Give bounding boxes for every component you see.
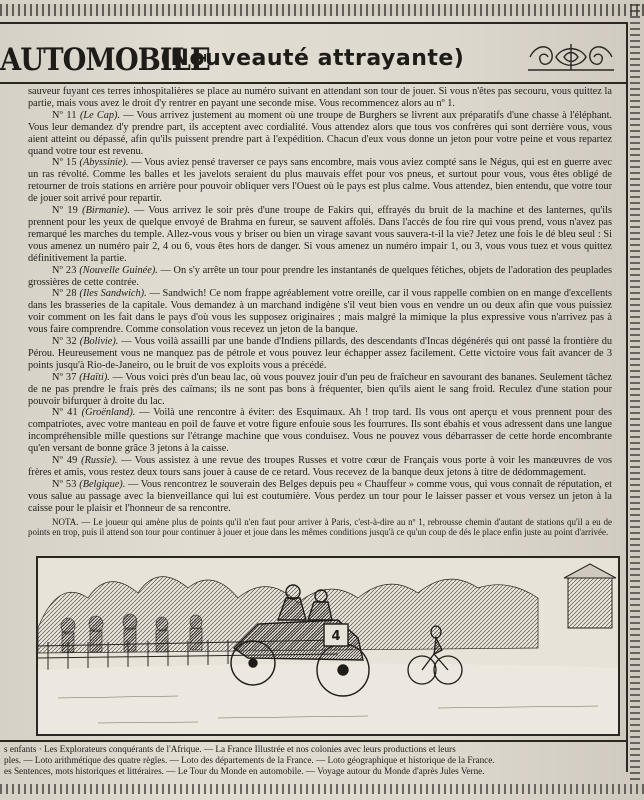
- page-subtitle: (Nouveauté attrayante): [160, 46, 465, 71]
- decorative-bottom-border: [0, 784, 644, 794]
- rule-paragraph: Nº 37 (Haïti). — Vous voici près d'un beau lac, où vous pouvez jouir d'un peu de fraîcheur en savourant des bananes. Seulement tâchez de ne pas prendre le frais près des caïmans; ils ne sont pas bons à fréquenter, bien qu'ils aient le sang froid. Reculez d'une station pour pouvoir bifurquer à droite du lac.: [28, 371, 612, 407]
- rule-paragraph: Nº 53 (Belgique). — Vous rencontrez le souverain des Belges depuis peu « Chauffeur » comme vous, qui vous connaît de réputation, et vous salue au passage avec la bienveillance qui lui est coutumière. Vous perdez un tour pour le laisser passer et vous versez un jeton à la caisse pour le plaisir et l'honneur de sa rencontre.: [28, 478, 613, 514]
- rule-paragraph: sauveur fuyant ces terres inhospitalières se place au numéro suivant en attendant son tour de jouer. Si vous n'êtes pas secouru, vous quittez la partie, mais vous avez le droit d'y rentrer en payant une seconde mise. Vous recommencez alors au nº 1.: [28, 86, 612, 109]
- footer-line: ples. — Loto arithmétique des quatre règles. — Loto des départements de la France. — Loto géographique et historique de la France.: [4, 755, 495, 765]
- rule-paragraph: Nº 15 (Abyssinie). — Vous aviez pensé traverser ce pays sans encombre, mais vous aviez compté sans le Négus, qui est en guerre avec un ras révolté. Comme les balles et les javelots seraient du plus mauvais effet pour vos pneus, et surtout pour vous, vous êtes obligé de retourner de trois stations en arrière pour pouvoir obliquer vers l'Ouest où le pays est plus calme. Vous attendez, bien entendu, que votre tour de jouer soit arrivé pour repartir.: [28, 157, 613, 205]
- car-number: 4: [331, 629, 341, 644]
- illustration-drawing: [38, 558, 618, 734]
- automobile-illustration: [36, 556, 620, 736]
- footer-line: es Sentences, mots historiques et littéraires. — Le Tour du Monde en automobile. — Voyage autour du Monde d'après Jules Verne.: [4, 766, 485, 776]
- rule-paragraph: Nº 28 (Iles Sandwich). — Sandwich! Ce nom frappe agréablement votre oreille, car il vous rappelle combien on en mange d'excellents dans les brasseries de la capitale. Vous demandez à un marchand indigène s'il veut bien vous en vendre un ou deux afin que vous puissiez voir comment on les fait dans le pays d'où vous les supposez originaires ; mais malgré la mimique la plus expressive vous n'arrivez pas à vous faire comprendre. Comme consolation vous recevez un jeton de la banque.: [28, 288, 612, 336]
- rule-paragraph: Nº 19 (Birmanie). — Vous arrivez le soir près d'une troupe de Fakirs qui, effrayés du bruit de la machine et des lanternes, qu'ils prennent pour les yeux de quelque envoyé de Brahma en fureur, se sauvent affolés. Dans l'accès de fou rire qui vous prend, vous n'avez pas remarqué les marches du temple. Allez-vous vous y briser ou bien un virage savant vous sauvera-t-il la vie? Jetez une fois le dé bleu seul : Si vous amenez un numéro pair 2, 4 ou 6, vous êtes hors de danger. Si vous amenez un numéro impair 1, ou 3, vous vous tuez et vous quittez définitivement la partie.: [28, 205, 613, 264]
- decorative-right-border: [630, 4, 640, 784]
- rule-paragraph: Nº 23 (Nouvelle Guinée). — On s'y arrête un tour pour prendre les instantanés de quelques fétiches, objets de l'adoration des peuplades grossières de cette contrée.: [28, 264, 613, 288]
- nota-paragraph: NOTA. — Le joueur qui amène plus de points qu'il n'en faut pour arriver à Paris, c'est-à-dire au nº 1, rebrousse chemin d'autant de stations qu'il a eu de points en trop, puis il attend son tour pour continuer à jouer et joue dans les mêmes conditions jusqu'à ce qu'un coup de dés le place enfin juste au point d'arrivée.: [28, 516, 612, 538]
- rule-paragraph: Nº 11 (Le Cap). — Vous arrivez justement au moment où une troupe de Burghers se livrent aux préparatifs d'une chasse à l'éléphant. Vous leur demandez d'y prendre part, ils acceptent avec cordialité. Vous attendez alors que tous vos confrères qui sont derrière vous, vous aient atteint ou dépassé, afin qu'ils puissent prendre part à l'expédition. Chacun d'eux vous donne un jeton pour votre peine et vous repartez quand votre tour est revenu.: [28, 109, 613, 157]
- publisher-footer: [0, 740, 626, 782]
- rule-paragraph: Nº 41 (Groënland). — Voilà une rencontre à éviter: des Esquimaux. Ah ! trop tard. Ils vous ont aperçu et vous prennent pour des compatriotes, avec votre manteau en poil de fauve et votre figure enfouie sous les fourrures. Ils sont ébahis et vous adressent dans une langue incompréhensible mille questions sur l'étrange machine que vous conduisez. Vous ne pouvez vous débarrasser de cette horde encombrante qu'en versant de bonne grâce 3 jetons à la caisse.: [28, 407, 612, 455]
- ornament-icon: [526, 40, 616, 74]
- page-header: [0, 36, 626, 84]
- rules-text: [28, 86, 612, 538]
- building: [568, 578, 612, 628]
- decorative-top-border: [0, 4, 644, 16]
- footer-line: s enfants · Les Explorateurs conquérants de l'Afrique. — La France Illustrée et nos colonies avec leurs productions et leurs: [4, 744, 456, 754]
- page-title: AUTOMOBILE: [0, 42, 210, 78]
- rule-paragraph: Nº 32 (Bolivie). — Vous voilà assailli par une bande d'Indiens pillards, des descendants d'Incas dégénérés qui ont passé la frontière du Pérou. Heureusement vous ne manquez pas de pétrole et vous pouvez leur échapper assez facilement. Cette victoire vous fait avancer de 3 points jusqu'à Rio-de-Janeiro, ou le bruit de vos exploits vous a précédé.: [28, 336, 613, 371]
- rule-paragraph: Nº 49 (Russie). — Vous assistez à une revue des troupes Russes et votre cœur de Français vous porte à voir les manœuvres de vos frères et amis, vous restez deux tours sans jouer à cause de ce retard. Vous recevez de la banque deux jetons à titre de dédommagement.: [28, 455, 613, 478]
